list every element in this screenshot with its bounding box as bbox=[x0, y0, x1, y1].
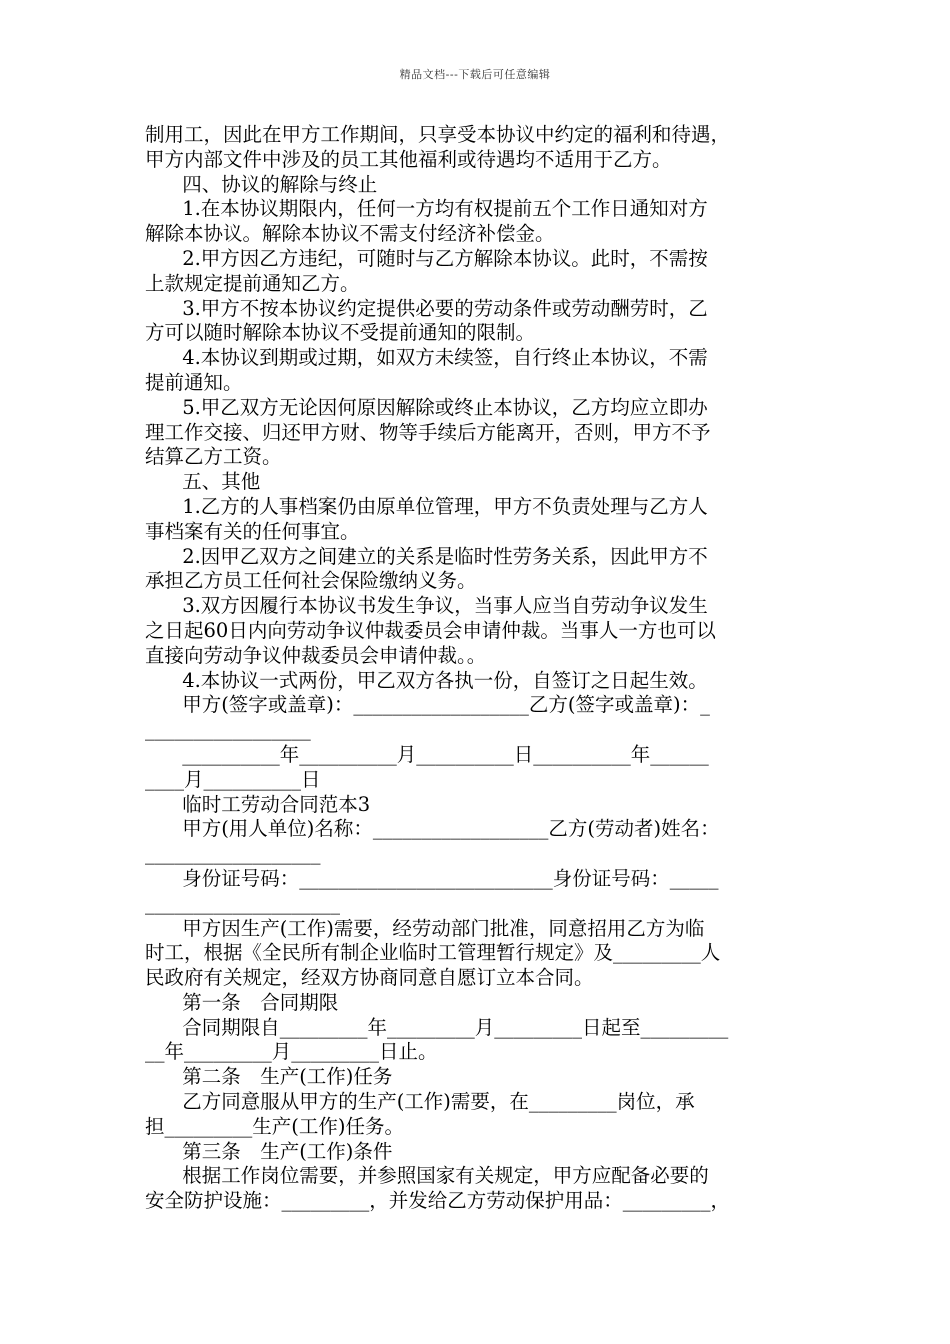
text-line: 甲方(签字或盖章)：__________________乙方(签字或盖章)：_ bbox=[145, 693, 710, 717]
text-line: 解除本协议。解除本协议不需支付经济补偿金。 bbox=[145, 222, 555, 246]
text-line: 临时工劳动合同范本3 bbox=[145, 792, 371, 816]
text-line: 身份证号码：__________________________身份证号码：_____ bbox=[145, 866, 719, 890]
text-line: 承担乙方员工任何社会保险缴纳义务。 bbox=[145, 569, 477, 593]
text-line: 五、其他 bbox=[145, 470, 261, 494]
text-line: __________________ bbox=[145, 842, 321, 866]
text-line: 民政府有关规定，经双方协商同意自愿订立本合同。 bbox=[145, 966, 594, 990]
text-line: __年_________月_________日止。 bbox=[145, 1040, 438, 1064]
text-line: 3.甲方不按本协议约定提供必要的劳动条件或劳动酬劳时，乙 bbox=[145, 296, 708, 320]
text-line: 之日起60日内向劳动争议仲裁委员会申请仲裁。当事人一方也可以 bbox=[145, 618, 716, 642]
text-line: 提前通知。 bbox=[145, 370, 243, 394]
text-line: 2.因甲乙双方之间建立的关系是临时性劳务关系，因此甲方不 bbox=[145, 544, 708, 568]
text-line: 四、协议的解除与终止 bbox=[145, 172, 378, 196]
text-line: 第二条 生产(工作)任务 bbox=[145, 1065, 393, 1089]
text-line: 1.乙方的人事档案仍由原单位管理，甲方不负责处理与乙方人 bbox=[145, 494, 708, 518]
text-line: 制用工，因此在甲方工作期间，只享受本协议中约定的福利和待遇， bbox=[145, 123, 731, 146]
text-line: 上款规定提前通知乙方。 bbox=[145, 271, 360, 295]
text-line: 5.甲乙双方无论因何原因解除或终止本协议，乙方均应立即办 bbox=[145, 395, 708, 419]
text-line: 第一条 合同期限 bbox=[145, 990, 339, 1014]
text-line: ____________________ bbox=[145, 891, 340, 915]
text-line: _________________ bbox=[145, 718, 311, 742]
text-line: 时工，根据《全民所有制企业临时工管理暂行规定》及_________人 bbox=[145, 941, 721, 965]
text-line: 理工作交接、归还甲方财、物等手续后方能离开，否则，甲方不予 bbox=[145, 420, 711, 444]
text-line: 乙方同意服从甲方的生产(工作)需要，在_________岗位，承 bbox=[145, 1090, 695, 1114]
text-line: 方可以随时解除本协议不受提前通知的限制。 bbox=[145, 321, 536, 345]
text-line: 4.本协议一式两份，甲乙双方各执一份，自签订之日起生效。 bbox=[145, 668, 708, 692]
document-body bbox=[145, 123, 815, 1214]
text-line: 第三条 生产(工作)条件 bbox=[145, 1139, 393, 1163]
text-line: __________年__________月__________日__________年______ bbox=[145, 742, 709, 766]
text-line: 4.本协议到期或过期，如双方未续签，自行终止本协议，不需 bbox=[145, 346, 708, 370]
text-line: 甲方内部文件中涉及的员工其他福利或待遇均不适用于乙方。 bbox=[145, 147, 672, 171]
text-line: 甲方(用人单位)名称：__________________乙方(劳动者)姓名： bbox=[145, 817, 720, 841]
text-line: 甲方因生产(工作)需要，经劳动部门批准，同意招用乙方为临 bbox=[145, 916, 705, 940]
text-line: 根据工作岗位需要，并参照国家有关规定，甲方应配备必要的 bbox=[145, 1164, 709, 1188]
text-line: ____月__________日 bbox=[145, 767, 321, 791]
page-header: 精品文档---下载后可任意编辑 bbox=[399, 68, 551, 81]
text-line: 2.甲方因乙方违纪，可随时与乙方解除本协议。此时，不需按 bbox=[145, 246, 708, 270]
text-line: 3.双方因履行本协议书发生争议，当事人应当自劳动争议发生 bbox=[145, 594, 708, 618]
text-line: 合同期限自_________年_________月_________日起至_________ bbox=[145, 1015, 729, 1039]
text-line: 事档案有关的任何事宜。 bbox=[145, 519, 360, 543]
text-line: 1.在本协议期限内，任何一方均有权提前五个工作日通知对方 bbox=[145, 197, 708, 221]
text-line: 担_________生产(工作)任务。 bbox=[145, 1114, 404, 1138]
text-line: 结算乙方工资。 bbox=[145, 445, 282, 469]
text-line: 直接向劳动争议仲裁委员会申请仲裁。。 bbox=[145, 643, 487, 667]
text-line: 安全防护设施：_________，并发给乙方劳动保护用品：_________， bbox=[145, 1189, 731, 1213]
